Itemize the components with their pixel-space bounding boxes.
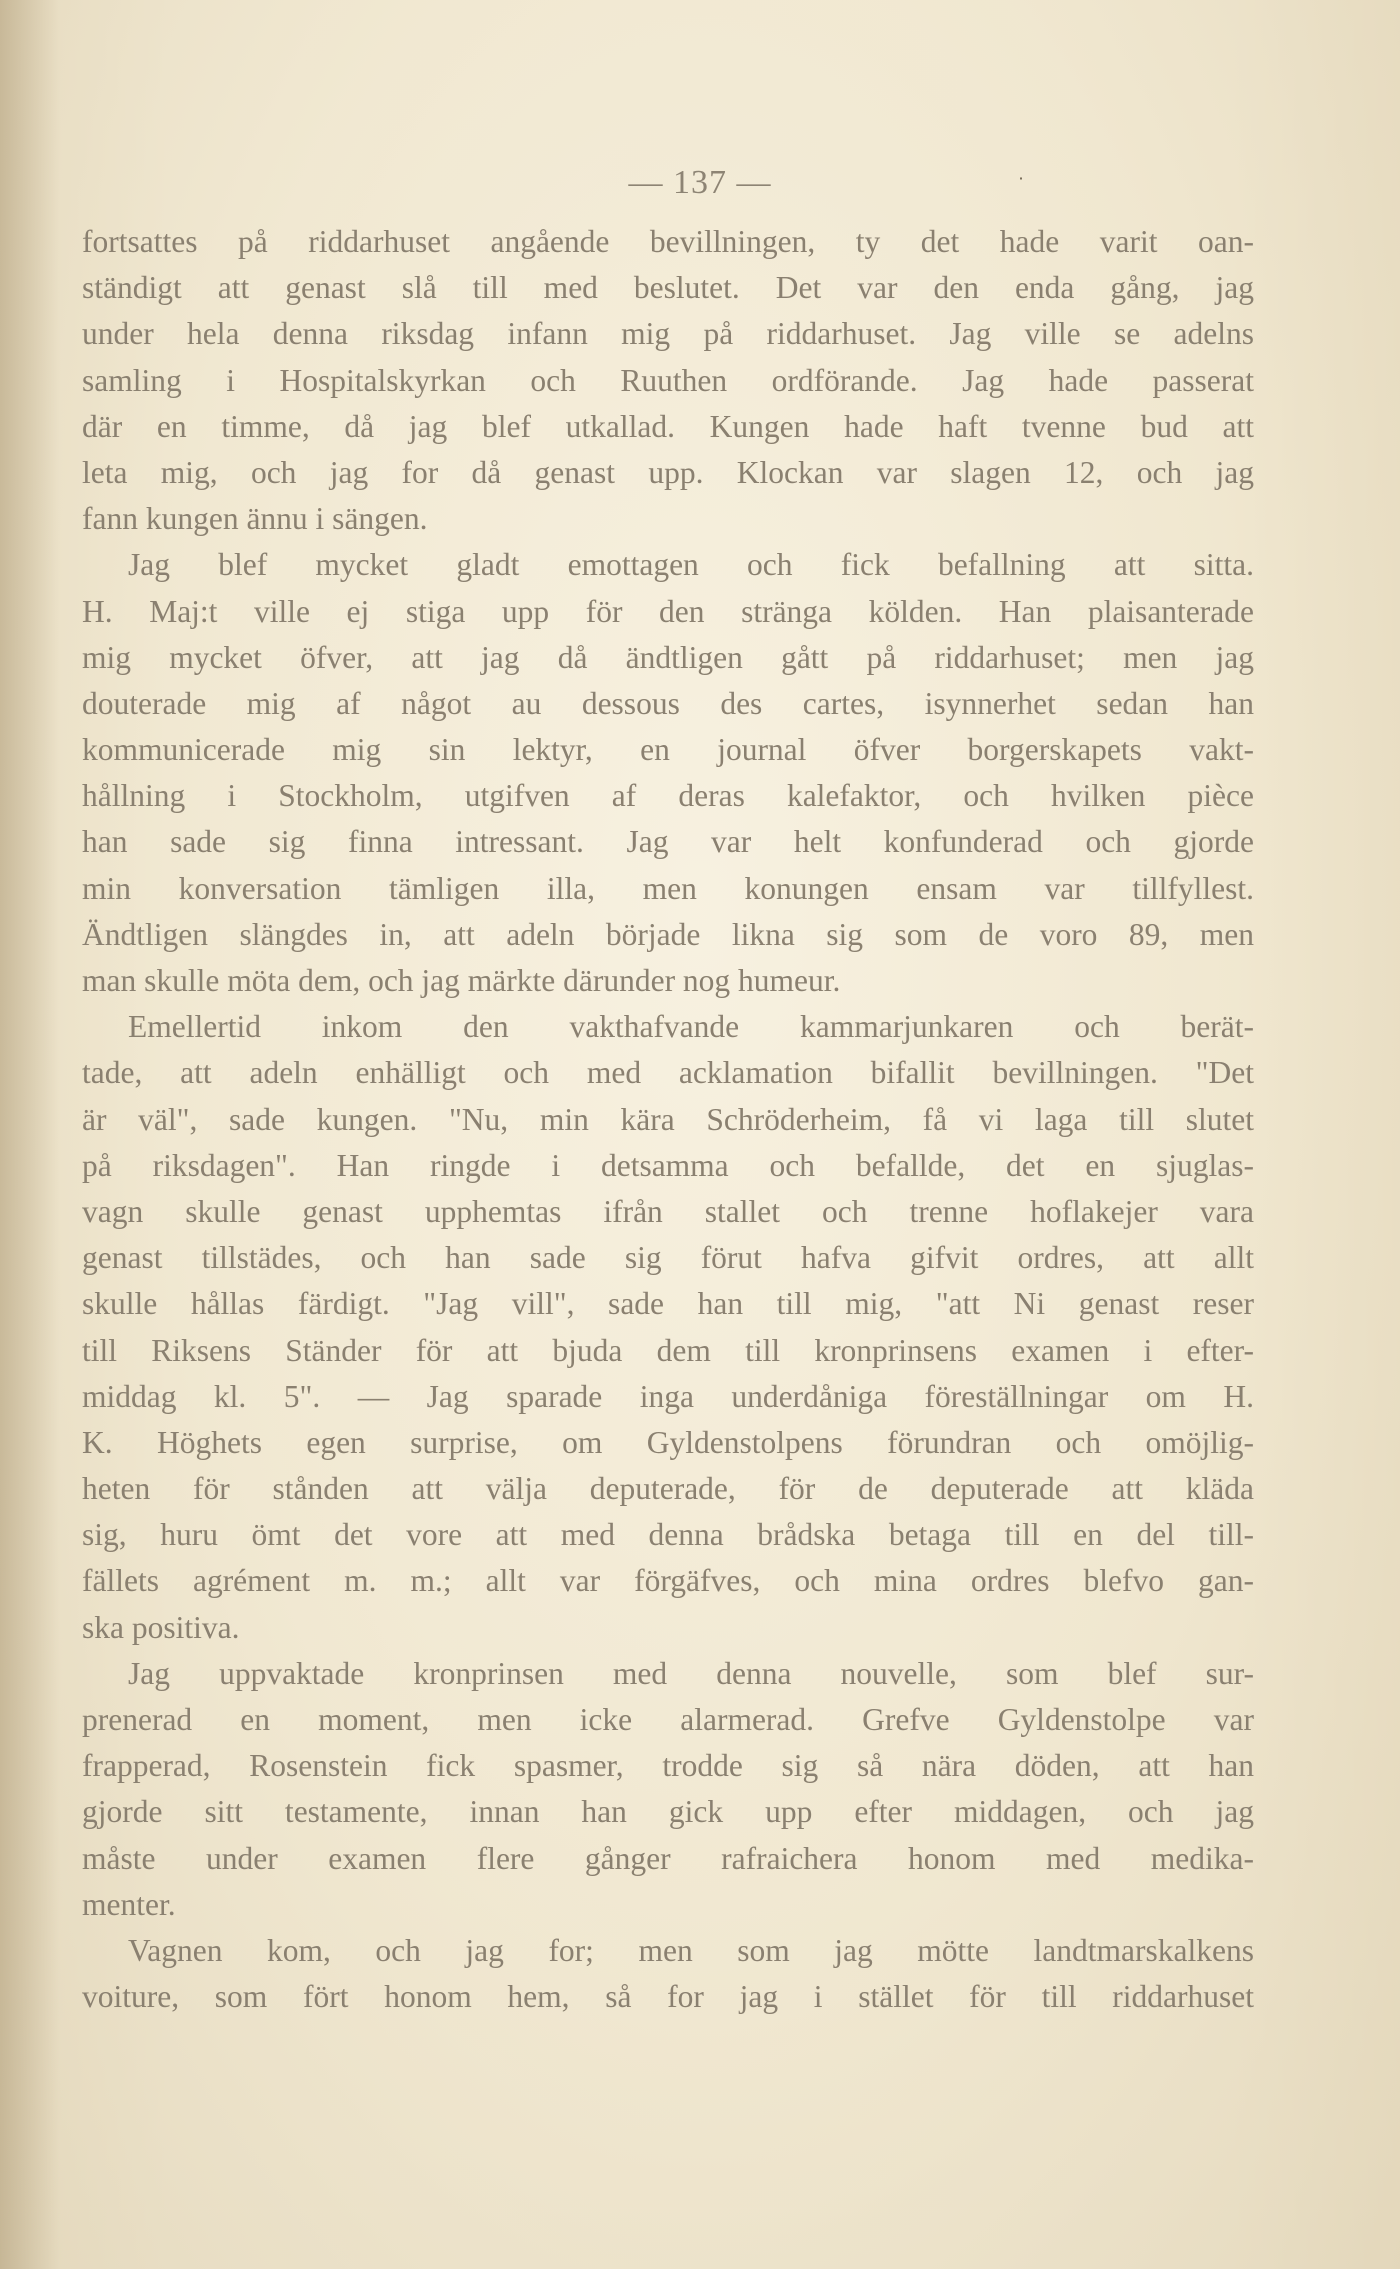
spine-shadow bbox=[0, 0, 60, 2269]
text-line: Jag blef mycket gladt emottagen och fick befallning att sitta. bbox=[128, 547, 1254, 583]
text-line: är väl", sade kungen. "Nu, min kära Schröderheim, få vi laga till slutet bbox=[82, 1101, 1254, 1137]
text-line: kommunicerade mig sin lektyr, en journal öfver borgerskapets vakt- bbox=[82, 732, 1254, 768]
text-line: man skulle möta dem, och jag märkte därunder nog humeur. bbox=[82, 963, 841, 998]
text-line: på riksdagen". Han ringde i detsamma och befallde, det en sjuglas- bbox=[82, 1147, 1254, 1183]
text-line: Ändtligen slängdes in, att adeln började likna sig som de voro 89, men bbox=[82, 916, 1254, 952]
text-line: fortsattes på riddarhuset angående bevillningen, ty det hade varit oan- bbox=[82, 224, 1254, 259]
text-line: fällets agrément m. m.; allt var förgäfves, och mina ordres blefvo gan- bbox=[82, 1563, 1254, 1599]
text-line: till Riksens Ständer för att bjuda dem till kronprinsens examen i efter- bbox=[82, 1332, 1254, 1368]
text-line: leta mig, och jag for då genast upp. Klockan var slagen 12, och jag bbox=[82, 454, 1254, 490]
text-line: Vagnen kom, och jag for; men som jag mötte landtmarskalkens bbox=[128, 1932, 1254, 1968]
text-line: douterade mig af något au dessous des cartes, isynnerhet sedan han bbox=[82, 685, 1254, 721]
text-line: frapperad, Rosenstein fick spasmer, trodde sig så nära döden, att han bbox=[82, 1748, 1254, 1784]
text-line: ska positiva. bbox=[82, 1609, 240, 1645]
page-number: — 137 — bbox=[628, 164, 772, 201]
text-line: vagn skulle genast upphemtas ifrån stallet och trenne hoflakejer vara bbox=[82, 1193, 1254, 1229]
text-line: H. Maj:t ville ej stiga upp för den stränga kölden. Han plaisanterade bbox=[82, 593, 1254, 629]
text-line: middag kl. 5". — Jag sparade inga underdåniga föreställningar om H. bbox=[82, 1378, 1254, 1414]
text-line: han sade sig finna intressant. Jag var helt konfunderad och gjorde bbox=[82, 824, 1254, 860]
text-line: K. Höghets egen surprise, om Gyldenstolpens förundran och omöjlig- bbox=[82, 1424, 1254, 1460]
text-line: måste under examen flere gånger rafraichera honom med medika- bbox=[82, 1840, 1254, 1876]
body-text bbox=[82, 219, 1254, 2020]
ink-speck: ˙ bbox=[1016, 174, 1026, 198]
text-line: heten för stånden att välja deputerade, för de deputerade att kläda bbox=[82, 1471, 1254, 1507]
text-line: Jag uppvaktade kronprinsen med denna nouvelle, som blef sur- bbox=[128, 1655, 1254, 1691]
text-line: voiture, som fört honom hem, så for jag i stället för till riddarhuset bbox=[82, 1979, 1254, 2015]
text-line: fann kungen ännu i sängen. bbox=[82, 501, 428, 537]
text-line: min konversation tämligen illa, men konungen ensam var tillfyllest. bbox=[82, 870, 1254, 906]
text-line: tade, att adeln enhälligt och med acklamation bifallit bevillningen. "Det bbox=[82, 1055, 1254, 1091]
text-line: skulle hållas färdigt. "Jag vill", sade han till mig, "att Ni genast reser bbox=[82, 1286, 1254, 1322]
text-line: gjorde sitt testamente, innan han gick upp efter middagen, och jag bbox=[82, 1794, 1254, 1830]
text-line: genast tillstädes, och han sade sig förut hafva gifvit ordres, att allt bbox=[82, 1240, 1254, 1276]
text-line: där en timme, då jag blef utkallad. Kungen hade haft tvenne bud att bbox=[82, 408, 1254, 444]
text-line: mig mycket öfver, att jag då ändtligen gått på riddarhuset; men jag bbox=[82, 639, 1254, 675]
text-line: sig, huru ömt det vore att med denna brådska betaga till en del till- bbox=[82, 1517, 1254, 1553]
text-line: Emellertid inkom den vakthafvande kammarjunkaren och berät- bbox=[128, 1009, 1254, 1045]
text-line: samling i Hospitalskyrkan och Ruuthen ordförande. Jag hade passerat bbox=[82, 362, 1254, 398]
text-line: menter. bbox=[82, 1886, 176, 1922]
text-line: prenerad en moment, men icke alarmerad. Grefve Gyldenstolpe var bbox=[82, 1702, 1254, 1737]
text-line: under hela denna riksdag infann mig på riddarhuset. Jag ville se adelns bbox=[82, 316, 1254, 352]
text-line: ständigt att genast slå till med beslutet. Det var den enda gång, jag bbox=[82, 270, 1254, 306]
text-line: hållning i Stockholm, utgifven af deras kalefaktor, och hvilken pièce bbox=[82, 778, 1254, 814]
